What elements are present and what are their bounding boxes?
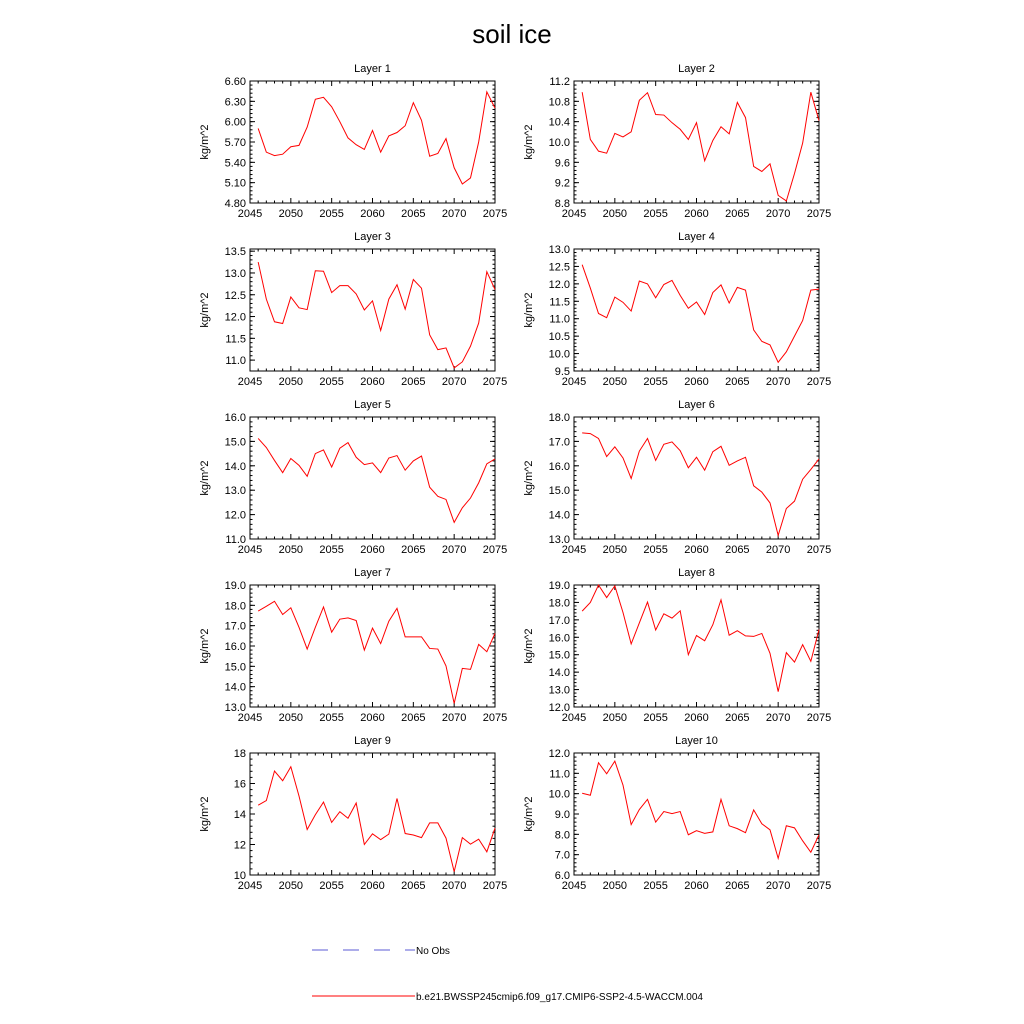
x-tick-label: 2065 — [401, 544, 426, 556]
panel-layer-7 — [199, 567, 507, 724]
x-tick-label: 2055 — [319, 544, 344, 556]
x-tick-label: 2060 — [684, 208, 709, 220]
y-axis-label: kg/m^2 — [523, 124, 535, 160]
x-tick-label: 2060 — [360, 880, 385, 892]
panel-title: Layer 1 — [354, 63, 391, 75]
y-tick-label: 5.40 — [224, 157, 246, 170]
y-tick-label: 9.2 — [554, 177, 570, 190]
plot-frame — [250, 81, 495, 203]
panel-title: Layer 5 — [354, 399, 391, 411]
y-tick-label: 11.0 — [549, 313, 570, 326]
model-legend-label: b.e21.BWSSP245cmip6.f09_g17.CMIP6-SSP2-4.5-WACCM.004 — [416, 992, 703, 1003]
x-tick-label: 2050 — [602, 880, 628, 892]
panels — [199, 63, 831, 892]
x-tick-label: 2070 — [765, 208, 791, 220]
panel-layer-5 — [199, 399, 507, 556]
y-tick-label: 8.8 — [554, 198, 570, 210]
x-tick-label: 2060 — [360, 376, 385, 388]
x-tick-label: 2045 — [237, 376, 263, 388]
x-tick-label: 2065 — [401, 208, 426, 220]
y-axis-label: kg/m^2 — [523, 460, 535, 496]
x-tick-label: 2070 — [441, 376, 467, 388]
x-tick-label: 2060 — [360, 544, 385, 556]
panel-layer-9 — [199, 735, 507, 892]
y-tick-label: 13.0 — [548, 244, 570, 256]
y-tick-label: 10.0 — [548, 137, 570, 149]
y-tick-label: 13.0 — [224, 485, 246, 498]
y-tick-label: 5.10 — [224, 177, 246, 190]
x-tick-label: 2055 — [319, 376, 344, 388]
x-tick-label: 2070 — [765, 376, 791, 388]
x-tick-label: 2045 — [561, 208, 587, 220]
y-tick-label: 15.0 — [224, 436, 246, 449]
y-tick-label: 13.0 — [548, 684, 570, 697]
x-tick-label: 2055 — [319, 208, 344, 220]
y-tick-label: 16.0 — [548, 632, 570, 645]
y-axis-label: kg/m^2 — [523, 796, 535, 832]
x-tick-label: 2075 — [806, 544, 832, 556]
y-tick-label: 16 — [233, 778, 246, 791]
x-tick-label: 2060 — [684, 880, 709, 892]
x-tick-label: 2060 — [360, 712, 385, 724]
x-tick-label: 2075 — [482, 376, 508, 388]
panel-title: Layer 4 — [678, 231, 715, 243]
x-tick-label: 2075 — [806, 712, 832, 724]
x-tick-label: 2065 — [725, 376, 750, 388]
y-tick-label: 11.2 — [549, 76, 570, 88]
x-tick-label: 2070 — [765, 544, 791, 556]
plot-frame — [574, 585, 819, 707]
y-tick-label: 10.5 — [548, 331, 570, 344]
y-tick-label: 6.0 — [554, 870, 570, 882]
panel-title: Layer 9 — [354, 735, 391, 747]
series-line — [258, 601, 495, 703]
panel-layer-6 — [523, 399, 831, 556]
y-tick-label: 13.5 — [224, 246, 246, 259]
x-tick-label: 2065 — [401, 880, 426, 892]
y-tick-label: 18.0 — [548, 597, 570, 610]
y-tick-label: 14.0 — [224, 460, 246, 473]
series-line — [258, 767, 495, 872]
y-tick-label: 12.0 — [548, 702, 570, 714]
x-tick-label: 2065 — [725, 208, 750, 220]
series-line — [582, 585, 819, 692]
y-tick-label: 11.5 — [225, 333, 246, 346]
series-line — [582, 761, 819, 858]
y-tick-label: 10.8 — [548, 96, 570, 109]
x-tick-label: 2070 — [441, 880, 467, 892]
x-tick-label: 2070 — [765, 880, 791, 892]
y-tick-label: 9.5 — [554, 366, 570, 378]
y-tick-label: 12.5 — [548, 261, 570, 274]
y-tick-label: 13.0 — [548, 534, 570, 546]
y-tick-label: 14.0 — [548, 509, 570, 522]
chart-title: soil ice — [472, 19, 552, 49]
y-tick-label: 8.0 — [554, 829, 570, 842]
panel-title: Layer 6 — [678, 399, 715, 411]
y-tick-label: 15.0 — [224, 661, 246, 674]
y-tick-label: 10.0 — [548, 788, 570, 801]
y-tick-label: 18.0 — [548, 412, 570, 424]
y-tick-label: 12.0 — [548, 748, 570, 760]
x-tick-label: 2055 — [643, 208, 668, 220]
y-tick-label: 12.0 — [548, 278, 570, 291]
x-tick-label: 2055 — [319, 712, 344, 724]
x-tick-label: 2045 — [561, 376, 587, 388]
x-tick-label: 2050 — [278, 544, 304, 556]
x-tick-label: 2065 — [725, 544, 750, 556]
x-tick-label: 2070 — [441, 544, 467, 556]
no-obs-legend-label: No Obs — [416, 946, 450, 957]
x-tick-label: 2075 — [806, 880, 832, 892]
x-tick-label: 2045 — [561, 880, 587, 892]
y-tick-label: 14.0 — [224, 681, 246, 694]
panel-layer-1 — [199, 63, 507, 220]
x-tick-label: 2065 — [401, 376, 426, 388]
x-tick-label: 2050 — [278, 880, 304, 892]
x-tick-label: 2055 — [643, 712, 668, 724]
x-tick-label: 2055 — [643, 544, 668, 556]
y-tick-label: 6.30 — [224, 96, 246, 109]
x-tick-label: 2060 — [360, 208, 385, 220]
y-tick-label: 10.0 — [548, 348, 570, 361]
panel-title: Layer 3 — [354, 231, 391, 243]
y-axis-label: kg/m^2 — [199, 628, 211, 664]
x-tick-label: 2050 — [278, 208, 304, 220]
x-tick-label: 2065 — [725, 712, 750, 724]
x-tick-label: 2065 — [401, 712, 426, 724]
y-tick-label: 12.5 — [224, 289, 246, 302]
panel-layer-3 — [199, 231, 507, 388]
x-tick-label: 2065 — [725, 880, 750, 892]
panel-title: Layer 10 — [675, 735, 718, 747]
x-tick-label: 2050 — [602, 208, 628, 220]
series-line — [582, 92, 819, 201]
y-tick-label: 6.60 — [224, 76, 246, 88]
y-tick-label: 9.6 — [554, 157, 570, 170]
plot-frame — [250, 417, 495, 539]
series-line — [258, 438, 495, 522]
x-tick-label: 2050 — [602, 544, 628, 556]
x-tick-label: 2050 — [602, 376, 628, 388]
x-tick-label: 2075 — [482, 544, 508, 556]
y-tick-label: 17.0 — [224, 620, 246, 633]
x-tick-label: 2070 — [441, 208, 467, 220]
y-axis-label: kg/m^2 — [523, 292, 535, 328]
x-tick-label: 2045 — [237, 544, 263, 556]
y-tick-label: 4.80 — [224, 198, 246, 210]
series-line — [258, 262, 495, 368]
plot-frame — [574, 249, 819, 371]
x-tick-label: 2055 — [319, 880, 344, 892]
plot-frame — [574, 753, 819, 875]
x-tick-label: 2060 — [684, 712, 709, 724]
panel-layer-2 — [523, 63, 831, 220]
x-tick-label: 2045 — [237, 208, 263, 220]
y-tick-label: 18 — [233, 748, 246, 760]
x-tick-label: 2045 — [237, 712, 263, 724]
x-tick-label: 2070 — [765, 712, 791, 724]
legend — [312, 946, 703, 1003]
y-tick-label: 13.0 — [224, 267, 246, 280]
x-tick-label: 2055 — [643, 376, 668, 388]
y-axis-label: kg/m^2 — [199, 460, 211, 496]
y-tick-label: 5.70 — [224, 137, 246, 149]
y-axis-label: kg/m^2 — [199, 796, 211, 832]
x-tick-label: 2075 — [806, 376, 832, 388]
y-tick-label: 16.0 — [224, 412, 246, 424]
x-tick-label: 2075 — [482, 880, 508, 892]
y-tick-label: 7.0 — [554, 849, 570, 862]
series-line — [258, 92, 495, 184]
y-tick-label: 6.00 — [224, 116, 246, 129]
series-line — [582, 265, 819, 363]
y-tick-label: 15.0 — [548, 485, 570, 498]
panel-title: Layer 2 — [678, 63, 715, 75]
y-tick-label: 15.0 — [548, 649, 570, 662]
y-tick-label: 14 — [233, 809, 246, 821]
x-tick-label: 2070 — [441, 712, 467, 724]
panel-title: Layer 8 — [678, 567, 715, 579]
x-tick-label: 2045 — [237, 880, 263, 892]
x-tick-label: 2050 — [278, 712, 304, 724]
y-tick-label: 17.0 — [548, 436, 570, 449]
x-tick-label: 2075 — [482, 208, 508, 220]
y-tick-label: 11.0 — [225, 534, 246, 546]
y-tick-label: 9.0 — [554, 809, 570, 821]
x-tick-label: 2075 — [482, 712, 508, 724]
x-tick-label: 2060 — [684, 544, 709, 556]
y-tick-label: 12 — [233, 839, 246, 852]
y-tick-label: 13.0 — [224, 702, 246, 714]
x-tick-label: 2055 — [643, 880, 668, 892]
x-tick-label: 2050 — [602, 712, 628, 724]
y-tick-label: 12.0 — [224, 509, 246, 522]
y-tick-label: 12.0 — [224, 311, 246, 324]
panel-layer-10 — [523, 735, 831, 892]
y-tick-label: 16.0 — [548, 460, 570, 473]
y-axis-label: kg/m^2 — [523, 628, 535, 664]
y-tick-label: 14.0 — [548, 667, 570, 680]
x-tick-label: 2050 — [278, 376, 304, 388]
panel-title: Layer 7 — [354, 567, 391, 579]
y-tick-label: 16.0 — [224, 641, 246, 653]
y-tick-label: 19.0 — [548, 580, 570, 592]
y-tick-label: 17.0 — [548, 614, 570, 627]
y-tick-label: 11.0 — [225, 355, 246, 368]
y-tick-label: 11.0 — [549, 768, 570, 781]
y-tick-label: 11.5 — [549, 296, 570, 309]
y-tick-label: 10 — [233, 870, 246, 882]
x-tick-label: 2045 — [561, 712, 587, 724]
plot-frame — [250, 585, 495, 707]
y-tick-label: 10.4 — [548, 116, 570, 129]
series-line — [582, 433, 819, 535]
y-axis-label: kg/m^2 — [199, 292, 211, 328]
panel-layer-4 — [523, 231, 831, 388]
y-axis-label: kg/m^2 — [199, 124, 211, 160]
y-tick-label: 19.0 — [224, 580, 246, 592]
x-tick-label: 2075 — [806, 208, 832, 220]
y-tick-label: 18.0 — [224, 600, 246, 613]
panel-layer-8 — [523, 567, 831, 724]
x-tick-label: 2060 — [684, 376, 709, 388]
x-tick-label: 2045 — [561, 544, 587, 556]
